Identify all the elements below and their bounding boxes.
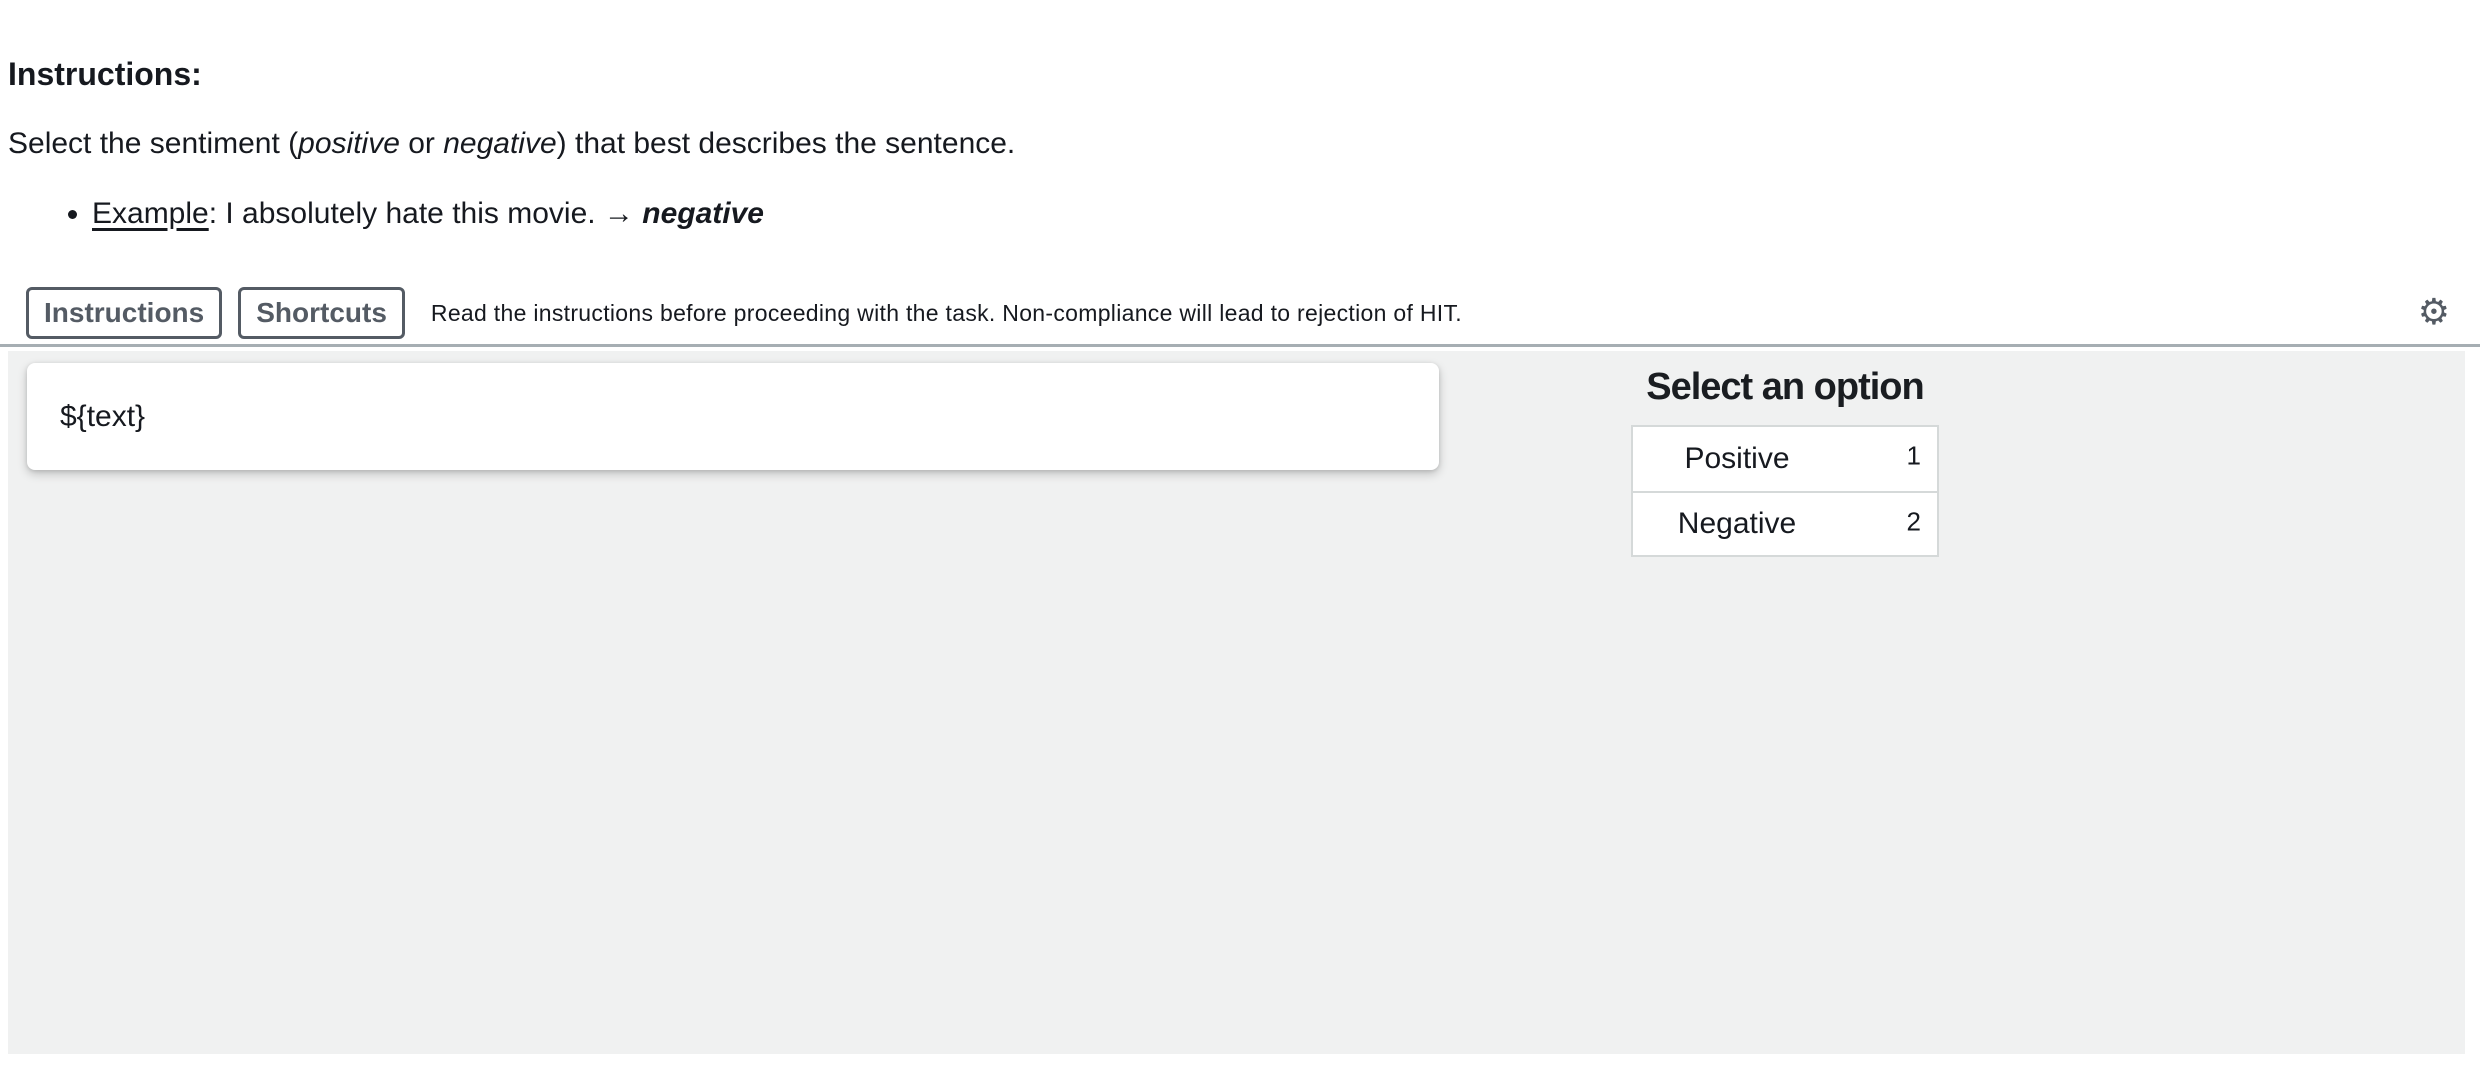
sentence-prefix: Select the sentiment ( — [8, 127, 299, 160]
task-area — [8, 351, 2465, 1054]
option-label: Positive — [1684, 442, 1790, 475]
instructions-section — [0, 0, 2480, 339]
example-answer: negative — [642, 197, 764, 230]
option-panel — [1455, 363, 2115, 557]
sentence-middle: or — [399, 127, 444, 160]
option-key-badge: 1 — [1906, 440, 1921, 471]
sentiment-negative-word: negative — [443, 127, 557, 160]
option-negative[interactable] — [1633, 491, 1937, 555]
instructions-sentence — [8, 126, 2480, 162]
arrow-glyph: → — [595, 197, 643, 230]
shortcuts-button[interactable]: Shortcuts — [238, 287, 405, 339]
text-placeholder: ${text} — [60, 399, 146, 433]
toolbar — [26, 287, 2480, 339]
gear-icon[interactable]: ⚙ — [2417, 292, 2450, 333]
instructions-button[interactable]: Instructions — [26, 287, 222, 339]
option-key-badge: 2 — [1906, 506, 1921, 537]
toolbar-warning-message: Read the instructions before proceeding with the task. Non-compliance will lead to rejection of HIT. — [430, 299, 1462, 326]
example-body: : I absolutely hate this movie. — [208, 197, 596, 230]
option-positive[interactable] — [1633, 427, 1937, 491]
sentiment-positive-word: positive — [298, 127, 400, 160]
options-list — [1631, 425, 1939, 557]
example-label: Example — [92, 197, 209, 230]
panel-title: Select an option — [1646, 366, 1924, 408]
instructions-heading: Instructions: — [8, 56, 202, 92]
example-item — [92, 196, 2480, 232]
option-label: Negative — [1677, 507, 1797, 540]
example-list — [8, 196, 2480, 232]
sentence-suffix: ) that best describes the sentence. — [556, 127, 1016, 160]
text-card — [27, 363, 1439, 470]
header-divider — [0, 344, 2480, 347]
